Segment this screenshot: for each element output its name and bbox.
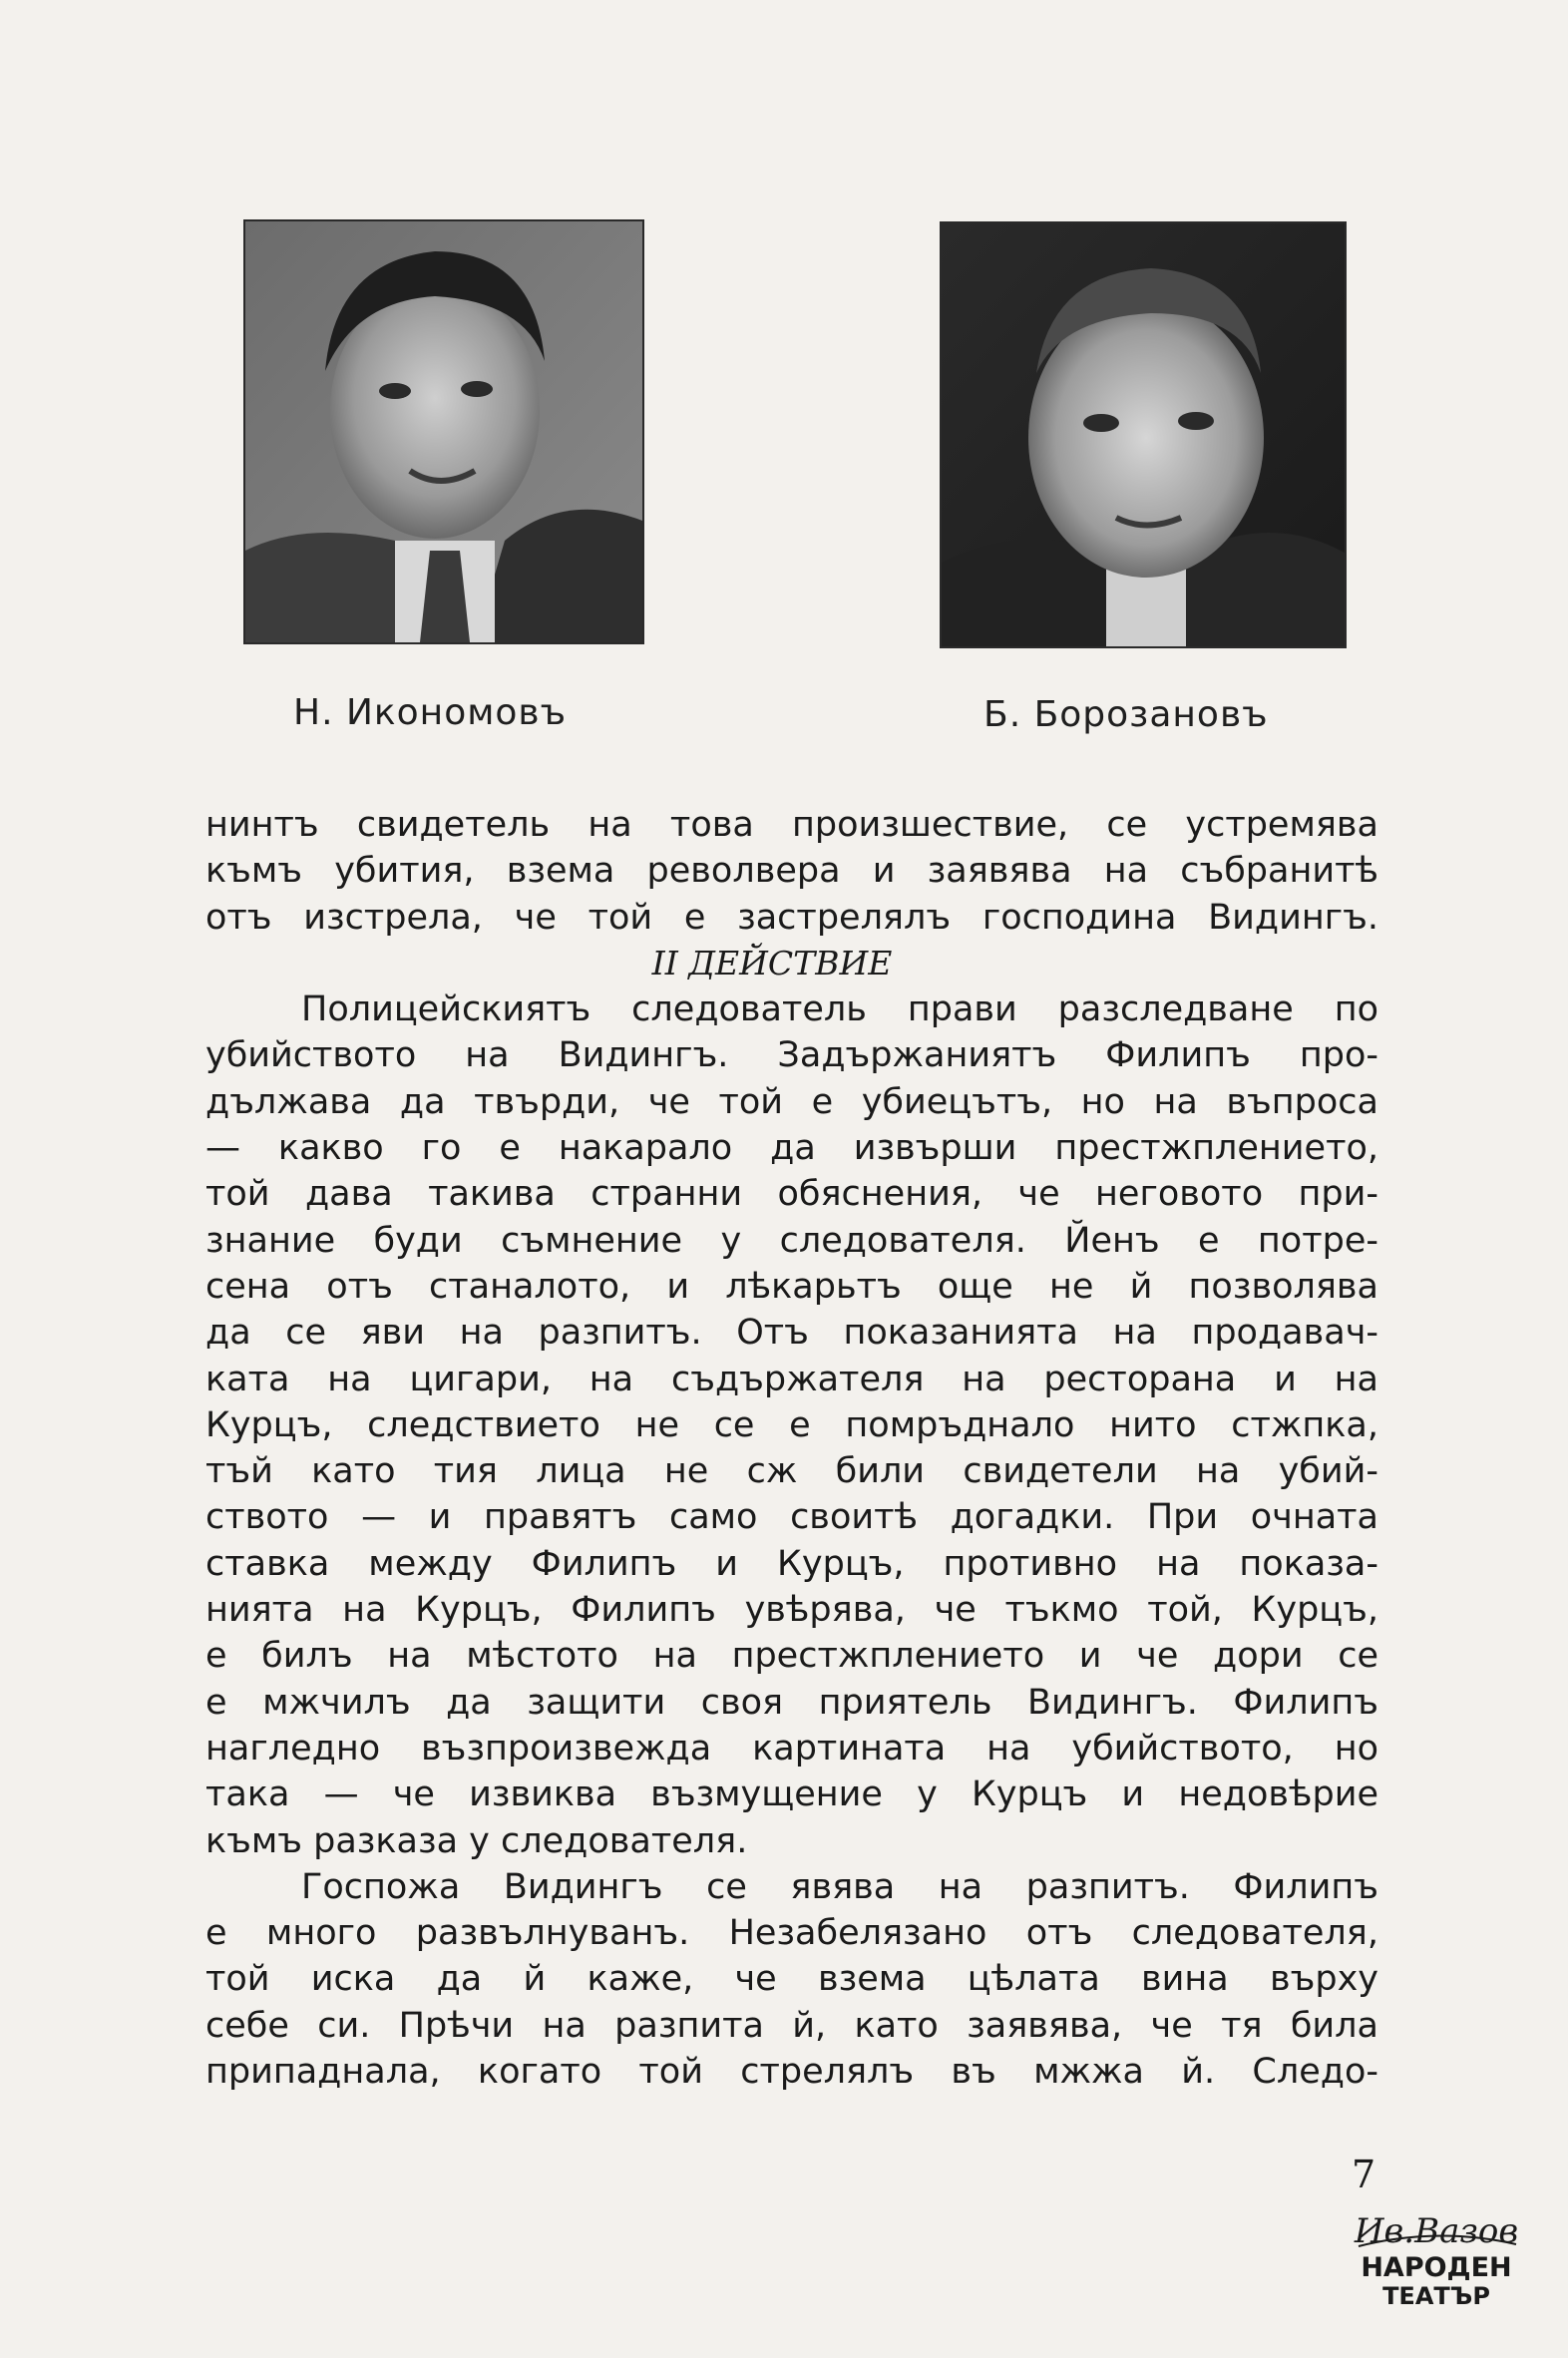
text-line: къмъ разказа у следователя. xyxy=(205,1820,748,1861)
text-line: — какво го е накарало да извърши престжплението, xyxy=(205,1128,1378,1169)
text-line: Госпожа Видингъ се явява на разпитъ. Филипъ xyxy=(301,1866,1378,1907)
page-number: 7 xyxy=(1352,2153,1376,2196)
text-line: тъй като тия лица не сж били свидетели на убий- xyxy=(205,1451,1378,1492)
text-line: е мжчилъ да защити своя приятель Видингъ. Филипъ xyxy=(205,1682,1378,1723)
text-line: дължава да твърди, че той е убиецътъ, но на въпроса xyxy=(205,1081,1378,1122)
text-line: убийството на Видингъ. Задържаниятъ Филипъ про- xyxy=(205,1035,1378,1076)
text-line: е билъ на мѣстото на престжплението и че дори се xyxy=(205,1636,1378,1677)
stamp-line2: ТЕАТЪР xyxy=(1382,2282,1490,2310)
portrait-photo-borozanov xyxy=(940,221,1347,648)
text-line: отъ изстрела, че той е застрелялъ господина Видингъ. xyxy=(205,897,1378,938)
text-line: знание буди съмнение у следователя. Йенъ е потре- xyxy=(205,1220,1378,1261)
national-theatre-stamp-icon xyxy=(1349,2206,1526,2312)
portrait-photo-ikonomov xyxy=(243,219,644,644)
text-line: къмъ убития, взема револвера и заявява на събранитѣ xyxy=(205,851,1378,892)
text-line: нията на Курцъ, Филипъ увѣрява, че тъкмо той, Курцъ, xyxy=(205,1590,1378,1631)
text-line: е много развълнуванъ. Незабелязано отъ следователя, xyxy=(205,1913,1378,1954)
text-line: да се яви на разпитъ. Отъ показанията на продавач- xyxy=(205,1313,1378,1354)
text-line: припаднала, когато той стрелялъ въ мжжа й. Следо- xyxy=(205,2052,1378,2093)
stamp-signature: Ив.Вазов xyxy=(1354,2211,1519,2251)
stamp-line1: НАРОДЕН xyxy=(1361,2252,1512,2283)
article-body xyxy=(205,802,1378,2095)
text-line: себе си. Прѣчи на разпита й, като заявява, че тя била xyxy=(205,2005,1378,2046)
text-line: нинтъ свидетель на това произшествие, се устремява xyxy=(205,805,1378,845)
text-line: нагледно възпроизвежда картината на убийството, но xyxy=(205,1728,1378,1768)
text-line: сена отъ станалото, и лѣкарьтъ още не й позволява xyxy=(205,1266,1378,1307)
photo-caption-left: Н. Икономовъ xyxy=(293,692,568,733)
text-line: той иска да й каже, че взема цѣлата вина върху xyxy=(205,1959,1378,2000)
text-line: ставка между Филипъ и Курцъ, противно на показа- xyxy=(205,1543,1378,1584)
section-heading: II ДЕЙСТВИЕ xyxy=(651,943,893,982)
text-line: ката на цигари, на съдържателя на ресторана и на xyxy=(205,1359,1378,1399)
photo-caption-right: Б. Борозановъ xyxy=(983,694,1269,735)
text-line: ството — и правятъ само своитѣ догадки. При очната xyxy=(205,1497,1378,1538)
text-line: Курцъ, следствието не се е помръднало нито стжпка, xyxy=(205,1404,1378,1445)
text-line: той дава такива странни обяснения, че неговото при- xyxy=(205,1174,1378,1215)
text-line: Полицейскиятъ следователь прави разследване по xyxy=(301,989,1378,1030)
text-line: така — че извиква възмущение у Курцъ и недовѣрие xyxy=(205,1774,1378,1815)
